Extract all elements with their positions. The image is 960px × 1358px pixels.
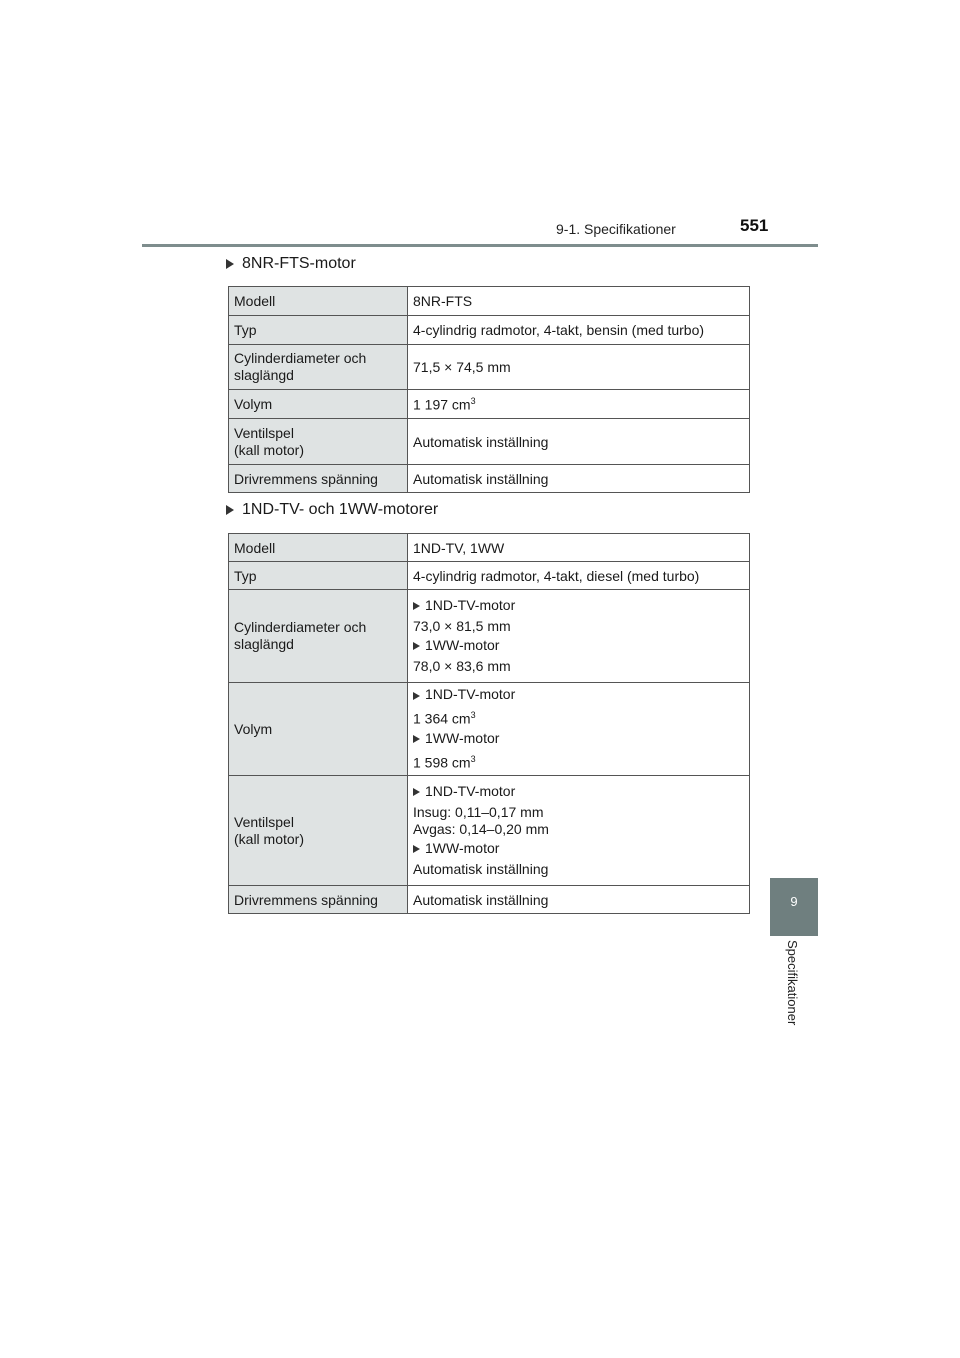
label-line: slaglängd — [234, 367, 294, 383]
engine-subheading: 1ND-TV-motor — [413, 686, 744, 703]
engine-subheading: 1ND-TV-motor — [413, 783, 744, 800]
triangle-bullet-icon — [413, 692, 420, 700]
row-label — [229, 345, 408, 390]
table-row — [229, 534, 750, 562]
row-label: Typ — [229, 316, 408, 345]
row-label: Modell — [229, 287, 408, 316]
triangle-bullet-icon — [413, 788, 420, 796]
row-value: 1ND-TV, 1WW — [408, 534, 750, 562]
row-label — [229, 419, 408, 465]
section-heading-8nr — [226, 255, 356, 273]
row-value — [408, 590, 750, 683]
row-value: 71,5 × 74,5 mm — [408, 345, 750, 390]
table-row — [229, 287, 750, 316]
triangle-bullet-icon — [413, 642, 420, 650]
row-label — [229, 590, 408, 683]
section-heading-text: 1ND-TV- och 1WW-motorer — [242, 501, 439, 518]
engine-value: 1 364 $cm^3$ — [413, 710, 476, 727]
volume-value: 1 197 cm — [413, 396, 471, 413]
table-row — [229, 776, 750, 886]
triangle-bullet-icon — [226, 505, 234, 515]
engine-subheading: 1WW-motor — [413, 730, 744, 747]
row-label: Modell — [229, 534, 408, 562]
engine-value: Avgas: 0,14–0,20 mm — [413, 821, 549, 837]
label-line: Cylinderdiameter och — [234, 619, 367, 635]
row-value — [408, 776, 750, 886]
label-line: Ventilspel — [234, 813, 294, 830]
table-row — [229, 683, 750, 776]
page-number: 551 — [740, 216, 769, 235]
spec-table-1nd — [228, 533, 750, 914]
row-label: Volym — [229, 390, 408, 419]
engine-subheading: 1WW-motor — [413, 637, 744, 654]
label-line: (kall motor) — [234, 830, 305, 847]
engine-subheading: 1ND-TV-motor — [413, 597, 744, 614]
triangle-bullet-icon — [413, 845, 420, 853]
table-row — [229, 465, 750, 493]
label-line: slaglängd — [234, 636, 294, 652]
triangle-bullet-icon — [413, 602, 420, 610]
row-value: 8NR-FTS — [408, 287, 750, 316]
engine-value: 1 598 $cm^3$ — [413, 754, 476, 771]
table-row — [229, 562, 750, 590]
engine-value: 78,0 × 83,6 mm — [413, 658, 511, 674]
spec-table-8nr — [228, 286, 750, 493]
table-row — [229, 886, 750, 914]
table-row — [229, 316, 750, 345]
section-heading-1nd — [226, 501, 438, 519]
row-label: Drivremmens spänning — [229, 465, 408, 493]
header-rule — [142, 244, 818, 247]
chapter-label: Specifikationer — [785, 940, 800, 1026]
row-value: Automatisk inställning — [408, 465, 750, 493]
table-row — [229, 590, 750, 683]
row-value: 4-cylindrig radmotor, 4-takt, diesel (med turbo) — [408, 562, 750, 590]
unit-superscript: 3 — [470, 395, 476, 406]
row-value: 4-cylindrig radmotor, 4-takt, bensin (med turbo) — [408, 316, 750, 345]
unit-superscript: 3 — [470, 754, 476, 764]
row-value — [408, 390, 750, 419]
row-value: Automatisk inställning — [408, 419, 750, 465]
engine-subheading: 1WW-motor — [413, 840, 744, 857]
engine-value: 73,0 × 81,5 mm — [413, 618, 511, 634]
triangle-bullet-icon — [226, 259, 234, 269]
row-label: Volym — [229, 683, 408, 776]
chapter-tab: 9 — [770, 878, 818, 936]
table-row — [229, 390, 750, 419]
row-label: Typ — [229, 562, 408, 590]
label-line: Cylinderdiameter och — [234, 350, 367, 366]
engine-value: Automatisk inställning — [413, 861, 549, 877]
row-value — [408, 683, 750, 776]
label-line: Ventilspel — [234, 424, 294, 441]
row-label: Drivremmens spänning — [229, 886, 408, 914]
header-title: 9-1. Specifikationer — [556, 221, 676, 237]
engine-value: Insug: 0,11–0,17 mm — [413, 804, 544, 820]
label-line: (kall motor) — [234, 441, 305, 458]
row-label — [229, 776, 408, 886]
section-heading-text: 8NR-FTS-motor — [242, 255, 356, 272]
triangle-bullet-icon — [413, 735, 420, 743]
unit-superscript: 3 — [470, 710, 476, 721]
table-row — [229, 419, 750, 465]
row-value: Automatisk inställning — [408, 886, 750, 914]
table-row — [229, 345, 750, 390]
